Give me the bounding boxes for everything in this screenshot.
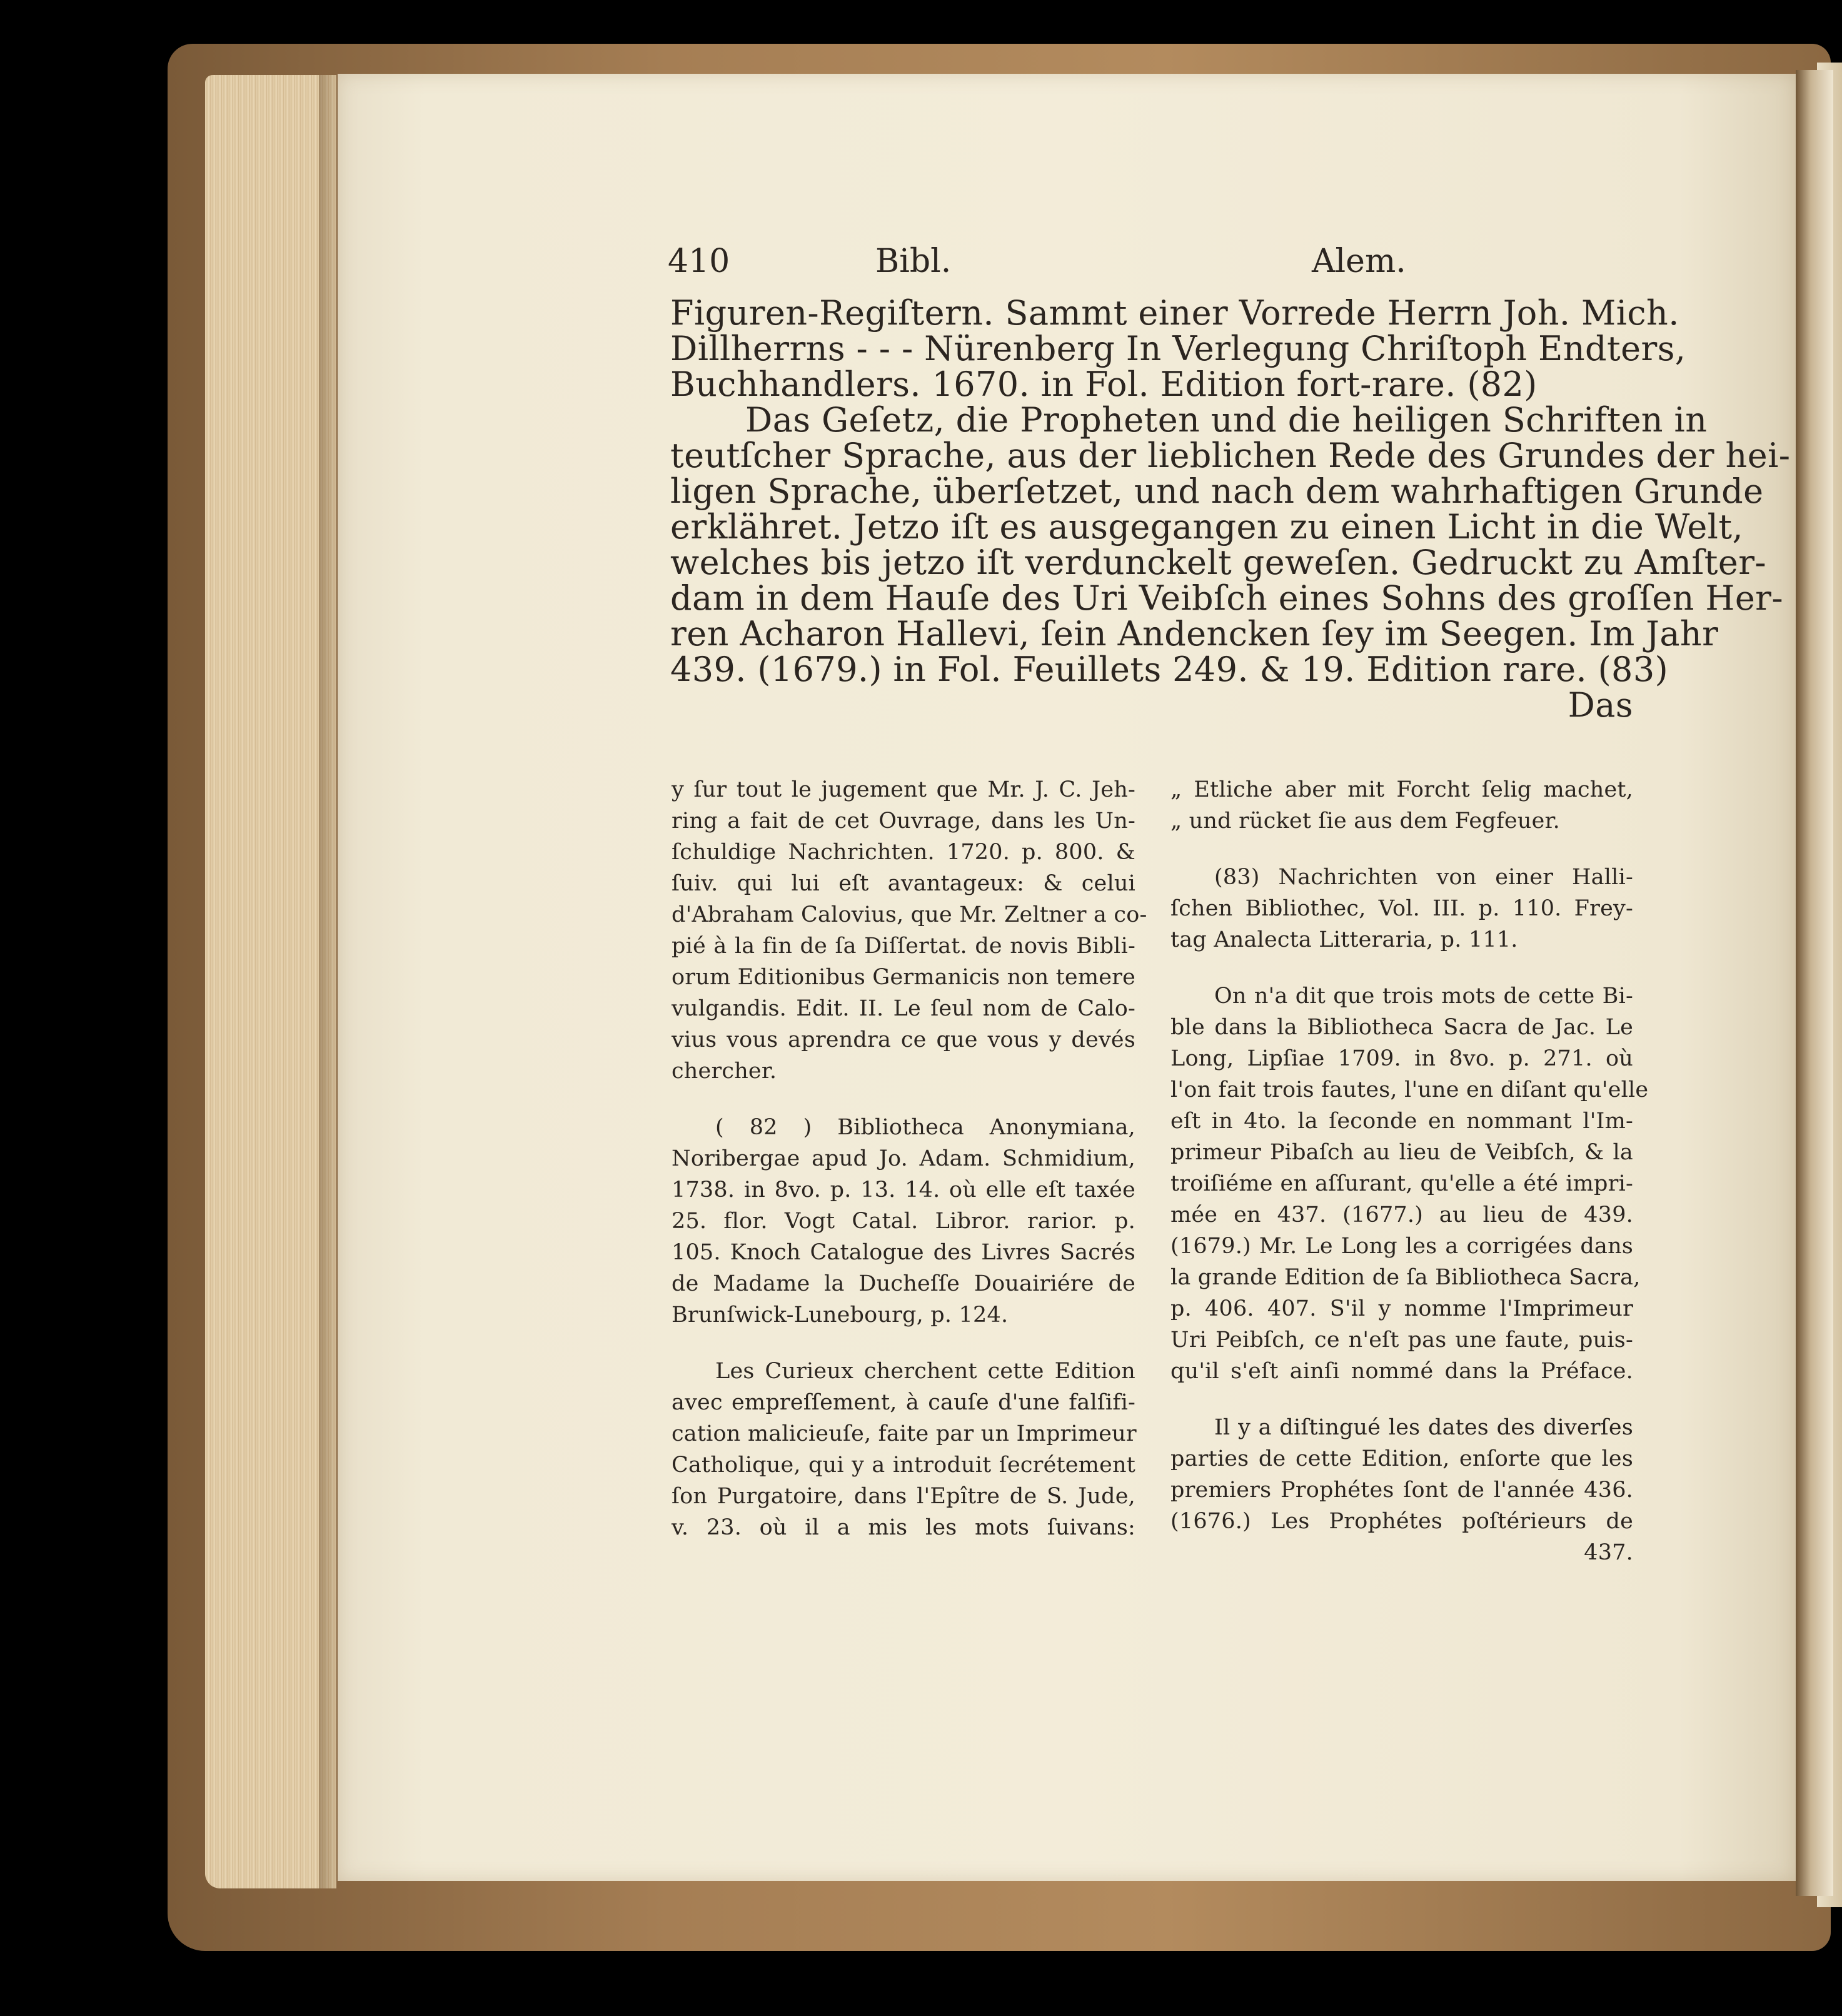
running-head-left: Bibl.	[875, 243, 952, 280]
note-line: troiſiéme en aſſurant, qu'elle a été impri-	[1170, 1171, 1633, 1196]
paragraph-gap	[1170, 955, 1633, 980]
main-line: Figuren-Regiſtern. Sammt einer Vorrede Herrn Joh. Mich.	[670, 293, 1679, 333]
catchword-right: 437.	[1584, 1540, 1633, 1565]
paragraph-gap	[1170, 837, 1633, 862]
note-line: v. 23. où il a mis les mots ſuivans:	[672, 1515, 1135, 1540]
note-line: mée en 437. (1677.) au lieu de 439.	[1170, 1202, 1633, 1227]
note-line: ble dans la Bibliotheca Sacra de Jac. Le	[1170, 1015, 1633, 1040]
note-line: pié à la fin de ſa Diſſertat. de novis Bibli-	[672, 934, 1135, 959]
note-line: vius vous aprendra ce que vous y devés	[672, 1027, 1135, 1052]
note-line: ring a fait de cet Ouvrage, dans les Un-	[672, 809, 1135, 834]
note-line: ſon Purgatoire, dans l'Epître de S. Jude,	[672, 1484, 1135, 1509]
note-line: p. 406. 407. S'il y nomme l'Imprimeur	[1170, 1296, 1633, 1321]
note-line: (83) Nachrichten von einer Halli-	[1214, 865, 1633, 890]
main-line: erklähret. Jetzo iſt es ausgegangen zu einen Licht in die Welt,	[670, 507, 1744, 547]
note-line: premiers Prophétes ſont de l'année 436.	[1170, 1478, 1633, 1503]
note-line: Catholique, qui y a introduit ſecrétement	[672, 1453, 1135, 1478]
note-line: „ Etliche aber mit Forcht ſelig machet,	[1170, 777, 1633, 802]
note-line: Noribergae apud Jo. Adam. Schmidium,	[672, 1146, 1135, 1171]
note-line: eſt in 4to. la ſeconde en nommant l'Im-	[1170, 1109, 1633, 1134]
paragraph-gap	[1170, 1387, 1633, 1412]
page-number: 410	[668, 243, 730, 280]
note-line: ſchuldige Nachrichten. 1720. p. 800. &	[672, 840, 1135, 865]
running-head-right: Alem.	[1312, 243, 1406, 280]
main-line: ligen Sprache, überſetzet, und nach dem wahrhaftigen Grunde	[670, 471, 1764, 511]
main-line: Das Geſetz, die Propheten und die heiligen Schriften in	[745, 400, 1708, 440]
note-line: qu'il s'eſt ainſi nommé dans la Préface.	[1170, 1359, 1633, 1384]
note-line: vulgandis. Edit. II. Le ſeul nom de Calo-	[672, 996, 1135, 1021]
note-line: y ſur tout le jugement que Mr. J. C. Jeh-	[672, 777, 1135, 802]
note-line: tag Analecta Litteraria, p. 111.	[1170, 927, 1518, 952]
note-line: ( 82 ) Bibliotheca Anonymiana,	[715, 1115, 1135, 1140]
note-line: Il y a diſtingué les dates des diverſes	[1214, 1415, 1633, 1440]
gutter-shadow	[1796, 70, 1833, 1896]
note-line: 105. Knoch Catalogue des Livres Sacrés	[672, 1240, 1135, 1265]
catchword: Das	[1568, 685, 1633, 725]
note-line: primeur Pibaſch au lieu de Veibſch, & la	[1170, 1140, 1633, 1165]
note-line: Uri Peibſch, ce n'eſt pas une faute, puis-	[1170, 1328, 1633, 1353]
main-text	[670, 293, 1791, 725]
note-line: avec empreſſement, à cauſe d'une falſifi-	[672, 1390, 1135, 1415]
note-line: Les Curieux cherchent cette Edition	[715, 1359, 1135, 1384]
note-line: Long, Lipſiae 1709. in 8vo. p. 271. où	[1170, 1046, 1633, 1071]
note-line: la grande Edition de ſa Bibliotheca Sacra,	[1170, 1265, 1641, 1290]
note-line: 1738. in 8vo. p. 13. 14. où elle eſt taxée	[672, 1177, 1135, 1202]
note-line: parties de cette Edition, enſorte que les	[1170, 1446, 1633, 1471]
main-line: 439. (1679.) in Fol. Feuillets 249. & 19. Edition rare. (83)	[670, 650, 1669, 689]
footnote-column-left	[672, 774, 1147, 1543]
note-line: (1676.) Les Prophétes poſtérieurs de	[1170, 1509, 1633, 1534]
main-line: dam in dem Hauſe des Uri Veibſch eines Sohns des groſſen Her-	[670, 578, 1784, 618]
note-line: On n'a dit que trois mots de cette Bi-	[1214, 984, 1633, 1009]
note-line: Brunſwick-Lunebourg, p. 124.	[672, 1303, 1009, 1328]
main-line: ren Acharon Hallevi, ſein Andencken ſey im Seegen. Im Jahr	[670, 614, 1719, 653]
note-line: 25. flor. Vogt Catal. Libror. rarior. p.	[672, 1209, 1135, 1234]
main-line: Dillherrns - - - Nürenberg In Verlegung Chriſtoph Endters,	[670, 329, 1686, 368]
footnote-column-right	[1170, 774, 1649, 1568]
paragraph-gap	[672, 1087, 1135, 1112]
paragraph-gap	[672, 1331, 1135, 1356]
note-line: ſchen Bibliothec, Vol. III. p. 110. Frey-	[1170, 896, 1633, 921]
note-line: de Madame la Ducheſſe Douairiére de	[672, 1271, 1135, 1296]
note-line: orum Editionibus Germanicis non temere	[672, 965, 1135, 990]
note-line: l'on fait trois fautes, l'une en diſant qu'elle	[1170, 1077, 1649, 1102]
page-edges	[205, 75, 336, 1888]
note-line: cation malicieuſe, faite par un Imprimeur	[672, 1421, 1137, 1446]
note-line: „ und rücket ſie aus dem Fegfeuer.	[1170, 809, 1560, 834]
main-line: welches bis jetzo iſt verdunckelt geweſen. Gedruckt zu Amſter-	[670, 543, 1767, 582]
main-line: teutſcher Sprache, aus der lieblichen Rede des Grundes der hei-	[670, 436, 1791, 475]
note-line: ſuiv. qui lui eſt avantageux: & celui	[672, 871, 1135, 896]
note-line: chercher.	[672, 1059, 777, 1084]
note-line: (1679.) Mr. Le Long les a corrigées dans	[1170, 1234, 1633, 1259]
note-line: d'Abraham Calovius, que Mr. Zeltner a co-	[672, 902, 1147, 927]
main-line: Buchhandlers. 1670. in Fol. Edition fort-rare. (82)	[670, 365, 1538, 404]
